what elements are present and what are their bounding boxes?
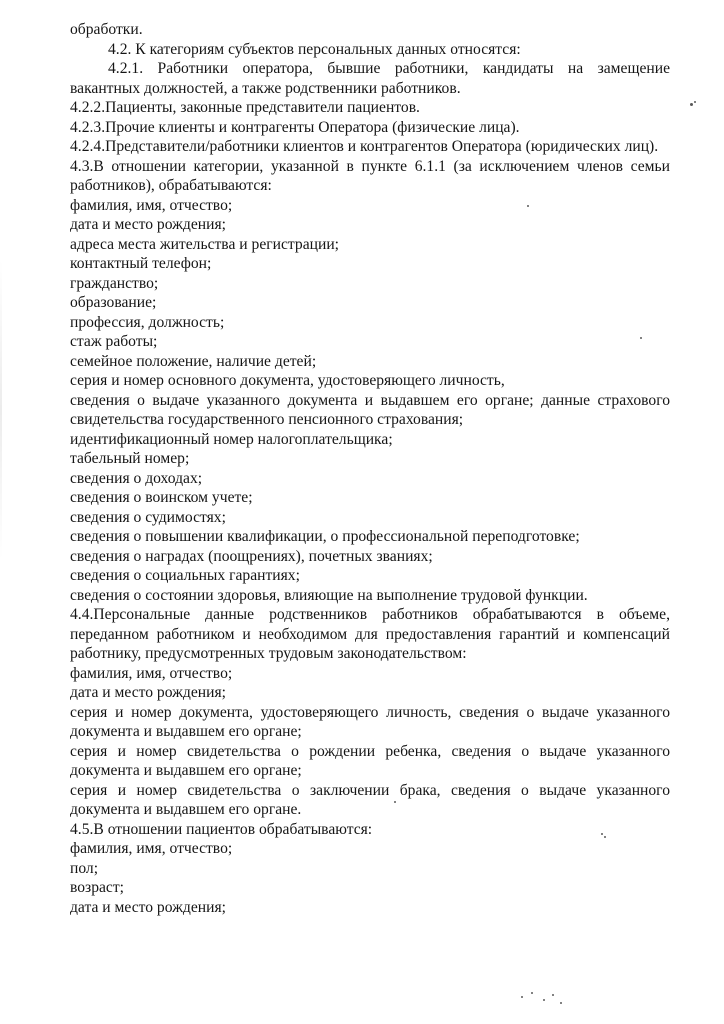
section-4-2-2: 4.2.2.Пациенты, законные представители пациентов. <box>70 99 420 116</box>
list-item: фамилия, имя, отчество; <box>70 196 233 214</box>
list-item: гражданство; <box>70 274 159 292</box>
section-4-2: 4.2. К категориям субъектов персональных данных относятся: <box>108 40 521 58</box>
list-item: контактный телефон; <box>70 255 212 272</box>
list-item: табельный номер; <box>70 450 190 467</box>
scan-speck <box>531 992 533 994</box>
scan-speck <box>601 833 603 835</box>
scan-speck <box>560 1002 562 1004</box>
list-item: серия и номер свидетельства о заключении брака, сведения о выдаче указанного документа и выдавшем его органе. <box>70 781 670 818</box>
paragraph-continuation: обработки. <box>70 21 143 38</box>
list-item: сведения о социальных гарантиях; <box>70 567 300 584</box>
section-4-3: 4.3.В отношении категории, указанной в пункте 6.1.1 (за исключением членов семьи работников), обрабатываются: <box>70 157 670 194</box>
list-item: профессия, должность; <box>70 313 225 331</box>
scan-speck <box>640 337 642 339</box>
list-item: возраст; <box>70 879 124 896</box>
list-item: сведения о доходах; <box>70 469 203 487</box>
scan-speck <box>694 101 696 103</box>
scan-speck <box>690 103 693 106</box>
list-item: фамилия, имя, отчество; <box>70 840 233 857</box>
scan-speck <box>521 996 523 998</box>
section-4-2-1: 4.2.1. Работники оператора, бывшие работники, кандидаты на замещение вакантных должностей, а также родственники работников. <box>70 60 670 97</box>
scan-speck <box>543 999 545 1001</box>
list-item: дата и место рождения; <box>70 216 226 233</box>
list-item: образование; <box>70 294 157 311</box>
scan-speck <box>527 205 529 207</box>
document-body <box>70 20 670 917</box>
list-item: серия и номер основного документа, удостоверяющего личность, <box>70 372 505 389</box>
list-item: сведения о наградах (поощрениях), почетных званиях; <box>70 547 433 565</box>
list-item: идентификационный номер налогоплательщика; <box>70 430 393 448</box>
section-4-4: 4.4.Персональные данные родственников работников обрабатываются в объеме, переданном работником и необходимом для предоставления гарантий и компенсаций работнику, предусмотренных трудовым законодательством: <box>70 606 670 662</box>
section-4-2-3: 4.2.3.Прочие клиенты и контрагенты Оператора (физические лица). <box>70 118 520 136</box>
list-item: дата и место рождения; <box>70 684 226 701</box>
list-item: семейное положение, наличие детей; <box>70 352 317 370</box>
list-item: сведения о повышении квалификации, о профессиональной переподготовке; <box>70 528 580 545</box>
scan-shadow <box>0 260 2 560</box>
list-item: сведения о выдаче указанного документа и выдавшем его органе; данные страхового свидетельства государственного пенсионного страхования; <box>70 391 670 428</box>
list-item: сведения о воинском учете; <box>70 489 253 506</box>
list-item: адреса места жительства и регистрации; <box>70 235 339 253</box>
section-4-2-4: 4.2.4.Представители/работники клиентов и контрагентов Оператора (юридических лиц). <box>70 138 659 155</box>
list-item: сведения о судимостях; <box>70 508 226 526</box>
scan-speck <box>552 994 554 996</box>
list-item: сведения о состоянии здоровья, влияющие на выполнение трудовой функции. <box>70 586 588 604</box>
list-item: дата и место рождения; <box>70 898 226 916</box>
list-item: серия и номер документа, удостоверяющего личность, сведения о выдаче указанного документа и выдавшем его органе; <box>70 703 670 740</box>
section-4-5: 4.5.В отношении пациентов обрабатываются: <box>70 820 373 838</box>
list-item: пол; <box>70 859 99 877</box>
scan-speck <box>394 801 396 803</box>
list-item: стаж работы; <box>70 333 158 350</box>
list-item: серия и номер свидетельства о рождении ребенка, сведения о выдаче указанного документа и выдавшем его органе; <box>70 742 670 779</box>
scan-speck <box>604 836 606 838</box>
list-item: фамилия, имя, отчество; <box>70 664 233 682</box>
